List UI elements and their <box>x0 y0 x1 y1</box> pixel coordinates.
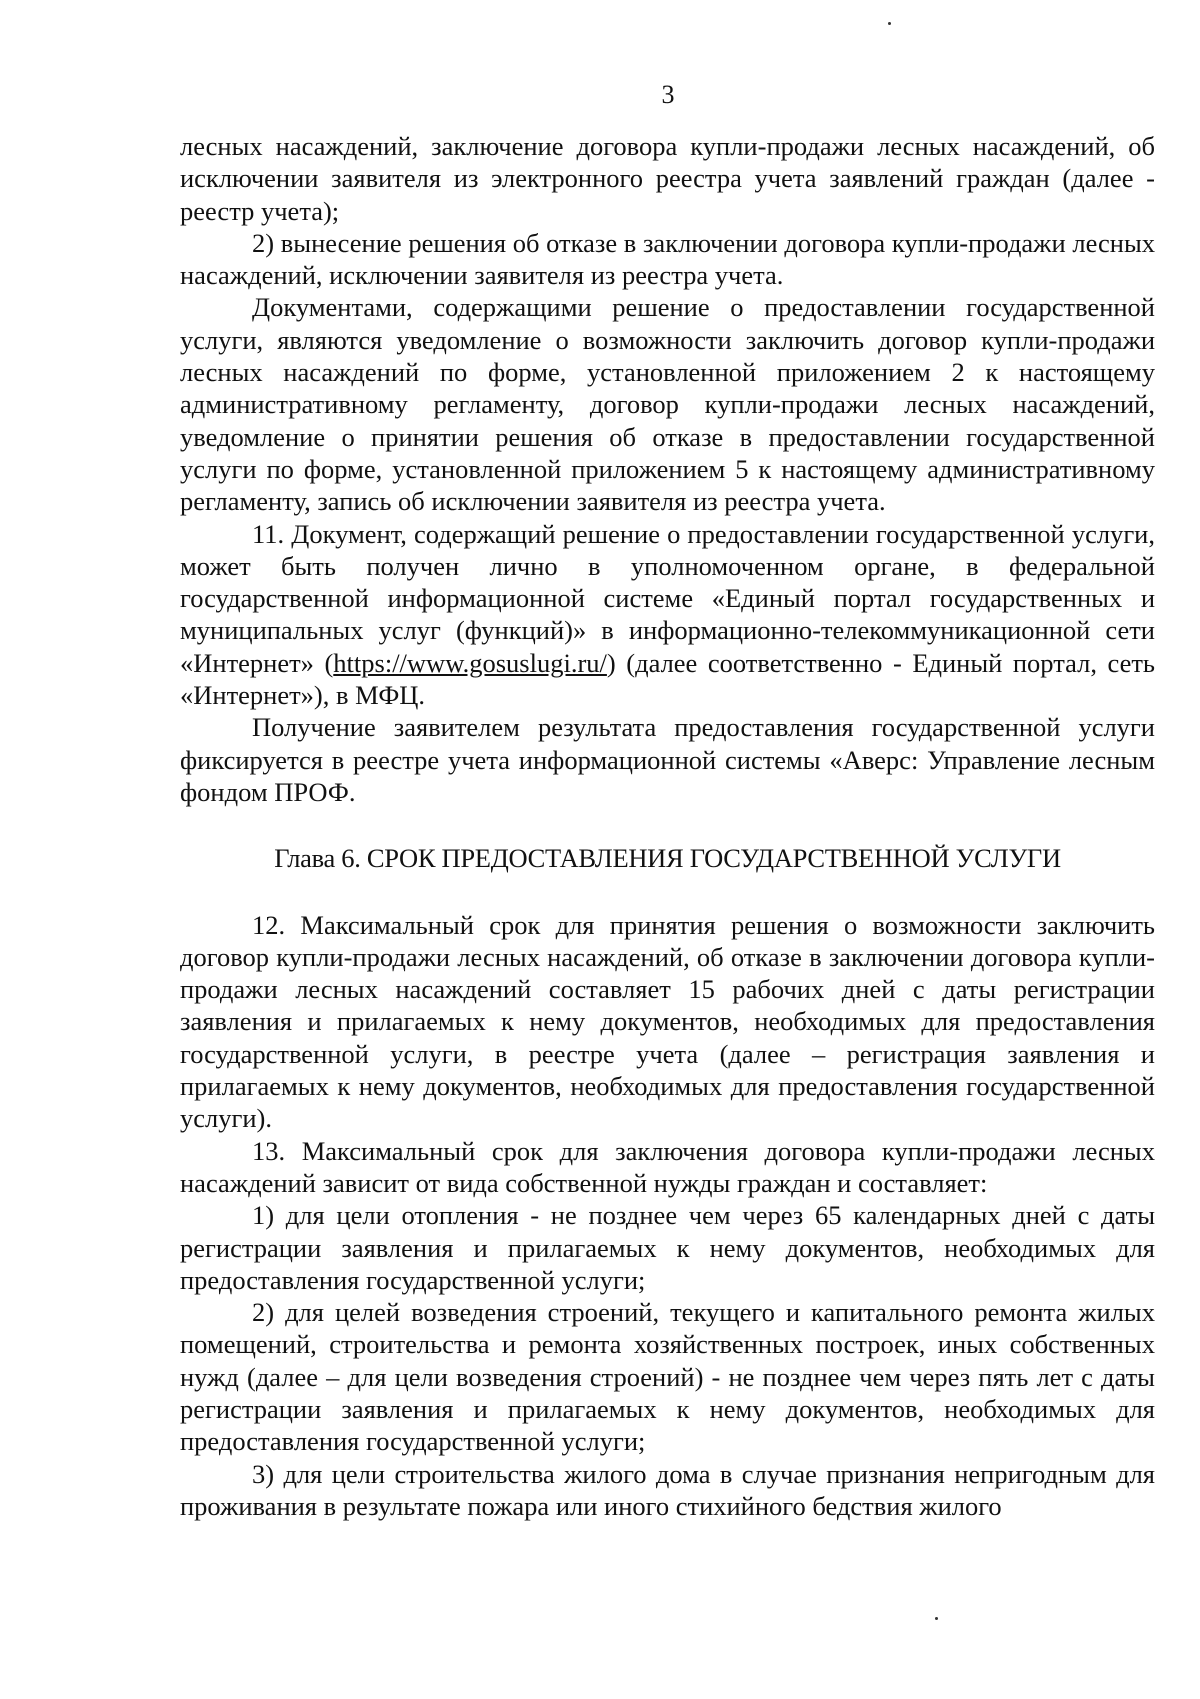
paragraph-12: 12. Максимальный срок для принятия решения о возможности заключить договор купли-продажи лесных насаждений, об отказе в заключении договора купли-продажи лесных насаждений составляет 15 рабочих дней с даты регистрации заявления и прилагаемых к нему документов, необходимых для предоставления государственной услуги, в реестре учета (далее – регистрация заявления и прилагаемых к нему документов, необходимых для предоставления государственной услуги). <box>180 909 1155 1134</box>
paragraph-11-text-after: ) (далее соответственно - Единый портал, сеть «Интернет»), в МФЦ. <box>180 647 1155 711</box>
gosuslugi-link[interactable]: https://www.gosuslugi.ru/ <box>333 647 607 678</box>
paragraph-item-2: 2) вынесение решения об отказе в заключении договора купли-продажи лесных насаждений, исключении заявителя из реестра учета. <box>180 227 1155 291</box>
paragraph-13-item-2: 2) для целей возведения строений, текущего и капитального ремонта жилых помещений, строительства и ремонта хозяйственных построек, иных собственных нужд (далее – для цели возведения строений) - не позднее чем через пять лет с даты регистрации заявления и прилагаемых к нему документов, необходимых для предоставления государственной услуги; <box>180 1297 1155 1457</box>
paragraph-13: 13. Максимальный срок для заключения договора купли-продажи лесных насаждений зависит от вида собственной нужды граждан и составляет: <box>180 1135 1155 1198</box>
paragraph-13-item-3: 3) для цели строительства жилого дома в случае признания непригодным для проживания в результате пожара или иного стихийного бедствия жилого <box>180 1458 1155 1521</box>
page-number: 3 <box>661 80 675 109</box>
document-body <box>180 130 1155 1522</box>
scan-speck <box>888 22 891 25</box>
paragraph-result-receipt: Получение заявителем результата предоставления государственной услуги фиксируется в реестре учета информационной системы «Аверс: Управление лесным фондом ПРОФ. <box>180 712 1155 807</box>
paragraph-continuation: лесных насаждений, заключение договора купли-продажи лесных насаждений, об исключении заявителя из электронного реестра учета заявлений граждан (далее - реестр учета); <box>180 131 1155 226</box>
chapter-heading: Глава 6. СРОК ПРЕДОСТАВЛЕНИЯ ГОСУДАРСТВЕННОЙ УСЛУГИ <box>274 843 1061 874</box>
paragraph-11 <box>180 518 1155 712</box>
scan-speck <box>935 1617 938 1620</box>
paragraph-11-text-before: 11. Документ, содержащий решение о предоставлении государственной услуги, может быть получен лично в уполномоченном органе, в федеральной государственной информационной системе «Единый портал государственных и муниципальных услуг (функций)» в информационно-телекоммуникационной сети «Интернет» ( <box>180 518 1155 678</box>
paragraph-documents: Документами, содержащими решение о предоставлении государственной услуги, являются уведомление о возможности заключить договор купли-продажи лесных насаждений по форме, установленной приложением 2 к настоящему административному регламенту, договор купли-продажи лесных насаждений, уведомление о принятии решения об отказе в предоставлении государственной услуги по форме, установленной приложением 5 к настоящему административному регламенту, запись об исключении заявителя из реестра учета. <box>180 292 1155 517</box>
paragraph-13-item-1: 1) для цели отопления - не позднее чем через 65 календарных дней с даты регистрации заявления и прилагаемых к нему документов, необходимых для предоставления государственной услуги; <box>180 1200 1155 1295</box>
